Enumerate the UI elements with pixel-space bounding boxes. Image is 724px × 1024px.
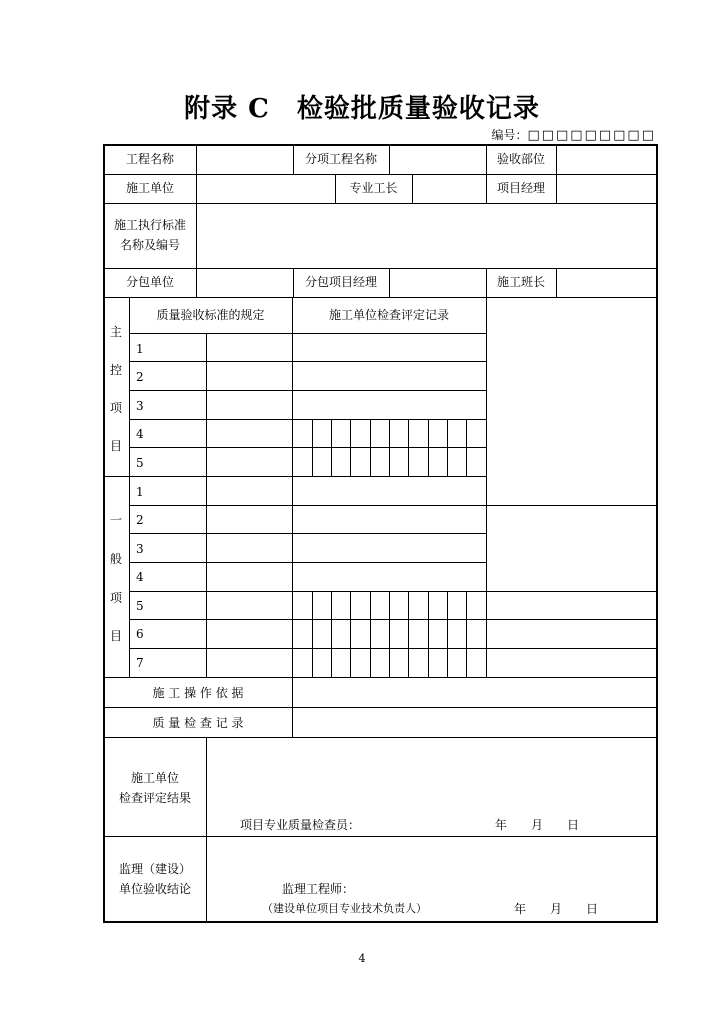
construction-unit-label: 施工单位 xyxy=(125,181,174,195)
main-control-row-number: 5 xyxy=(136,456,144,470)
team-leader-label: 施工班长 xyxy=(496,275,545,289)
document-number-label: 编号： xyxy=(491,128,528,142)
general-item-char: 目 xyxy=(109,629,122,643)
construction-result-label-line1: 施工单位 xyxy=(130,771,179,785)
responsible-person-label: （建设单位项目专业技术负责人） xyxy=(262,902,427,915)
general-item-char: 项 xyxy=(109,591,122,605)
record-column-header: 施工单位检查评定记录 xyxy=(328,308,449,322)
main-control-row-number: 1 xyxy=(136,342,144,356)
project-name-label: 工程名称 xyxy=(125,152,174,166)
construction-result-label-line2: 检查评定结果 xyxy=(118,791,191,805)
main-control-char: 控 xyxy=(109,363,122,377)
subcontract-unit-label: 分包单位 xyxy=(125,275,174,289)
main-control-char: 主 xyxy=(109,325,122,339)
general-row-number: 4 xyxy=(136,570,144,584)
main-control-row-number: 4 xyxy=(136,427,144,441)
supervision-label-line2: 单位验收结论 xyxy=(118,882,191,896)
general-row-number: 3 xyxy=(136,542,144,556)
main-control-row-number: 2 xyxy=(136,370,144,384)
operation-basis-label: 施 工 操 作 依 据 xyxy=(152,686,244,700)
supervision-engineer-label: 监理工程师： xyxy=(282,882,355,896)
professional-foreman-label: 专业工长 xyxy=(349,181,398,195)
subcontract-manager-label: 分包项目经理 xyxy=(304,275,377,289)
standard-column-header: 质量验收标准的规定 xyxy=(156,308,265,322)
quality-inspector-label: 项目专业质量检查员： xyxy=(240,818,361,832)
general-row-number: 7 xyxy=(136,656,144,670)
general-item-char: 般 xyxy=(109,552,122,566)
general-row-number: 1 xyxy=(136,485,144,499)
supervision-label-line1: 监理（建设） xyxy=(118,862,191,876)
supervision-date: 年 月 日 xyxy=(514,902,599,916)
page-title: 附录 C 检验批质量验收记录 xyxy=(184,94,540,124)
page-number: 4 xyxy=(358,952,366,965)
main-control-char: 项 xyxy=(109,401,122,415)
general-row-number: 5 xyxy=(136,599,144,613)
general-item-char: 一 xyxy=(109,513,122,527)
general-row-number: 2 xyxy=(136,513,144,527)
general-row-number: 6 xyxy=(136,627,144,641)
standard-label-line2: 名称及编号 xyxy=(119,238,180,252)
standard-label-line1: 施工执行标准 xyxy=(113,218,186,232)
acceptance-part-label: 验收部位 xyxy=(496,152,545,166)
main-control-row-number: 3 xyxy=(136,399,144,413)
project-manager-label: 项目经理 xyxy=(496,181,545,195)
main-control-char: 目 xyxy=(109,439,122,453)
document-number-boxes[interactable]: □□□□□□□□□ xyxy=(527,128,656,143)
subitem-name-label: 分项工程名称 xyxy=(304,152,377,166)
quality-record-label: 质 量 检 查 记 录 xyxy=(152,716,244,730)
construction-result-date: 年 月 日 xyxy=(495,818,580,832)
